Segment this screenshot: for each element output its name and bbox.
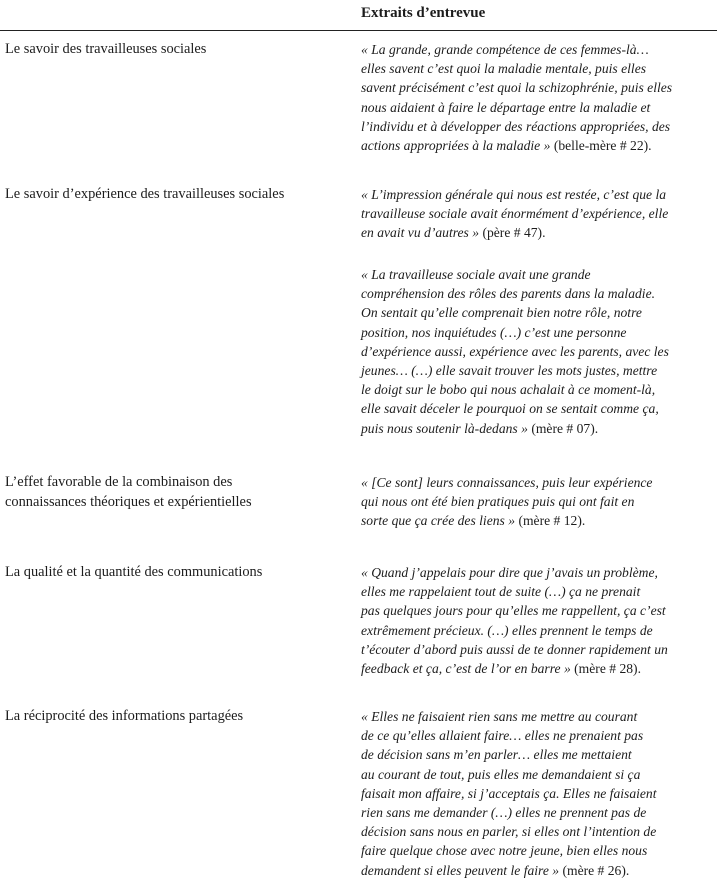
quote-line: « Elles ne faisaient rien sans me mettre au courant [361, 709, 638, 724]
quote-line: de décision sans m’en parler… elles me mettaient [361, 747, 632, 763]
theme-line: La qualité et la quantité des communications [5, 564, 263, 580]
quote-block [361, 563, 711, 678]
quote-text: feedback et ça, c’est de l’or en barre » [361, 661, 571, 677]
quote-line: le doigt sur le bobo qui nous achalait à ce moment-là, [361, 382, 656, 398]
quote-citation: (mère # 07). [531, 420, 599, 436]
quote-line [361, 419, 711, 438]
quote-line: faire quelque chose avec notre jeune, bien elles nous [361, 843, 648, 859]
quote-citation: (mère # 26). [562, 862, 630, 878]
quote-line [361, 659, 711, 678]
quote-line: « La grande, grande compétence de ces femmes-là… [361, 42, 649, 57]
theme-cell [5, 562, 340, 582]
quote-line: l’individu et à développer des réactions appropriées, des [361, 118, 671, 134]
quote-line: de ce qu’elles allaient faire… elles ne prenaient pas [361, 728, 644, 744]
quote-line: position, nos inquiétudes (…) c’est une personne [361, 324, 627, 340]
theme-cell [5, 184, 340, 204]
quote-line [361, 511, 711, 530]
theme-line: connaissances théoriques et expérientielles [5, 494, 252, 510]
quote-line: On sentait qu’elle comprenait bien notre rôle, notre [361, 305, 642, 321]
quote-text: en avait vu d’autres » [361, 225, 480, 241]
quote-line [361, 223, 711, 242]
theme-line: L’effet favorable de la combinaison des [5, 474, 233, 490]
quote-line: extrêmement précieux. (…) elles prennent le temps de [361, 622, 653, 638]
quote-block [361, 185, 711, 243]
quote-line: faisait mon affaire, si j’acceptais ça. Elles ne faisaient [361, 785, 657, 801]
quote-text: sorte que ça crée des liens » [361, 513, 516, 529]
quote-text: demandent si elles peuvent le faire » [361, 862, 560, 878]
quote-line: pas quelques jours pour qu’elles me rappellent, ça c’est [361, 603, 666, 619]
theme-cell [5, 39, 340, 59]
quote-citation: (père # 47). [482, 225, 546, 241]
quote-line: qui nous ont été bien pratiques puis qui ont fait en [361, 494, 635, 510]
quote-line: au courant de tout, puis elles me demandaient si ça [361, 766, 641, 782]
quote-citation: (belle-mère # 22). [553, 138, 652, 154]
quote-block [361, 707, 711, 880]
theme-line: Le savoir d’expérience des travailleuses sociales [5, 186, 285, 202]
quote-block [361, 473, 711, 531]
quote-line: t’écouter d’abord puis aussi de te donner rapidement un [361, 641, 668, 657]
quote-line: elle savait déceler le pourquoi on se sentait comme ça, [361, 401, 659, 417]
quote-line: « Quand j’appelais pour dire que j’avais un problème, [361, 565, 658, 580]
quote-text: puis nous soutenir là-dedans » [361, 420, 528, 436]
quote-line: elles me rappelaient tout de suite (…) ça ne prenait [361, 584, 641, 600]
quote-block [361, 265, 711, 438]
column-header-extraits: Extraits d’entrevue [361, 5, 486, 21]
quote-block [361, 40, 711, 155]
quote-line: d’expérience aussi, expérience avec les parents, avec les [361, 343, 669, 359]
quote-line: nous aidaient à faire le départage entre la maladie et [361, 99, 651, 115]
quote-line: décision sans nous en parler, si elles ont l’intention de [361, 824, 657, 840]
quote-line: jeunes… (…) elle savait trouver les mots justes, mettre [361, 363, 658, 379]
quote-text: actions appropriées à la maladie » [361, 138, 551, 154]
quote-line: travailleuse sociale avait énormément d’expérience, elle [361, 206, 669, 222]
quote-line: rien sans me demander (…) elles ne prennent pas de [361, 805, 647, 821]
theme-cell [5, 472, 340, 512]
quote-line: « La travailleuse sociale avait une grande [361, 267, 591, 282]
theme-cell [5, 706, 340, 726]
quote-line: compréhension des rôles des parents dans la maladie. [361, 286, 655, 302]
quote-line [361, 861, 711, 880]
quote-line [361, 136, 711, 155]
quote-citation: (mère # 28). [574, 661, 641, 677]
quote-citation: (mère # 12). [518, 513, 586, 529]
quote-line: « L’impression générale qui nous est restée, c’est que la [361, 187, 667, 202]
quote-line: « [Ce sont] leurs connaissances, puis leur expérience [361, 475, 653, 490]
theme-line: La réciprocité des informations partagées [5, 708, 244, 724]
quote-line: savent précisément c’est quoi la schizophrénie, puis elles [361, 80, 673, 96]
quote-line: elles savent c’est quoi la maladie mentale, puis elles [361, 61, 647, 77]
header-divider [0, 30, 717, 31]
theme-line: Le savoir des travailleuses sociales [5, 41, 207, 57]
